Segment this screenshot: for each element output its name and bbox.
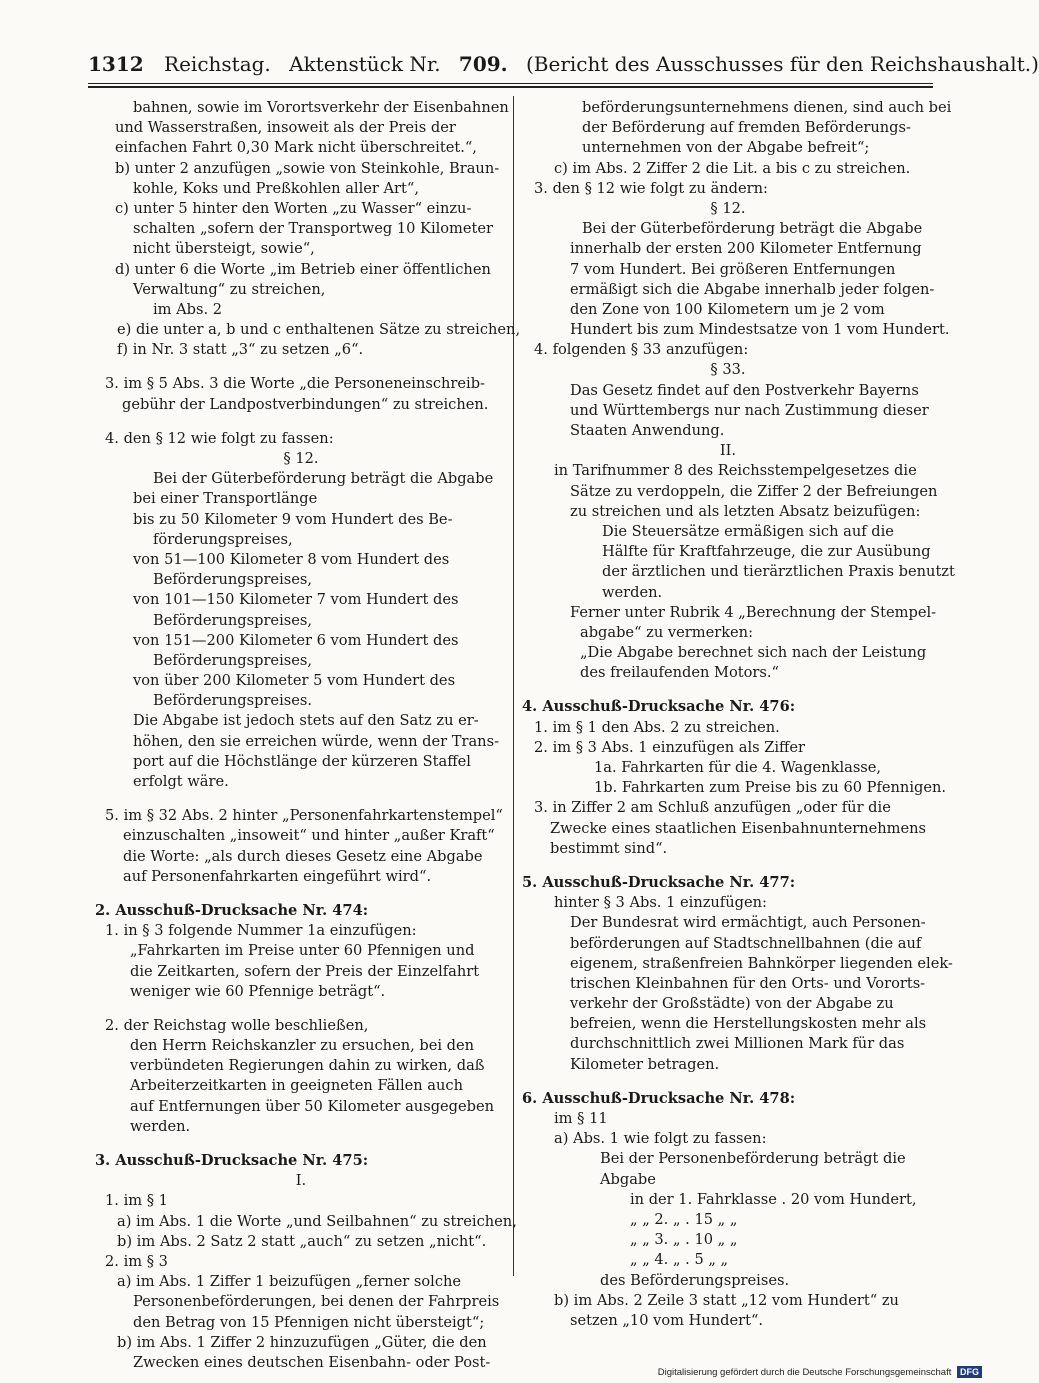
text-line: innerhalb der ersten 200 Kilometer Entfernung <box>570 240 922 258</box>
paragraph-spacer <box>95 887 507 901</box>
text-line: schalten „sofern der Transportweg 10 Kilometer <box>133 220 494 238</box>
text-line: beförderungsunternehmens dienen, sind auch bei <box>582 99 952 116</box>
text-line: Beförderungspreises, <box>153 611 312 629</box>
footer <box>658 1366 982 1380</box>
text-line: durchschnittlich zwei Millionen Mark für das <box>570 1035 905 1053</box>
text-line: setzen „10 vom Hundert“. <box>570 1311 764 1329</box>
text-line: 1. im § 1 <box>105 1192 168 1210</box>
text-line: II. <box>719 442 737 460</box>
paragraph-spacer <box>522 859 934 873</box>
text-line: Zwecken eines deutschen Eisenbahn- oder Post- <box>133 1353 491 1371</box>
text-line: Beförderungspreises, <box>153 571 312 589</box>
text-line: Arbeiterzeitkarten in geeigneten Fällen auch <box>130 1077 463 1095</box>
text-line: einzuschalten „insoweit“ und hinter „außer Kraft“ <box>123 827 495 845</box>
text-line: der ärztlichen und tierärztlichen Praxis benutzt <box>602 563 955 581</box>
text-line: 3. Ausschuß-Drucksache Nr. 475: <box>95 1152 369 1169</box>
text-line: 2. im § 3 Abs. 1 einzufügen als Ziffer <box>534 738 806 756</box>
text-line: Hälfte für Kraftfahrzeuge, die zur Ausübung <box>602 543 931 561</box>
text-line: 1. in § 3 folgende Nummer 1a einzufügen: <box>105 922 417 940</box>
text-line: hinter § 3 Abs. 1 einzufügen: <box>554 894 767 912</box>
text-line: die Worte: „als durch dieses Gesetz eine Abgabe <box>123 847 483 865</box>
text-line: werden. <box>602 583 663 601</box>
text-line: im § 11 <box>554 1110 608 1127</box>
text-line: von 51—100 Kilometer 8 vom Hundert des <box>133 550 450 568</box>
text-line: port auf die Höchstlänge der kürzeren Staffel <box>133 752 471 770</box>
paragraph-spacer <box>95 792 507 806</box>
text-line: 3. in Ziffer 2 am Schluß anzufügen „oder für die <box>534 799 891 817</box>
text-line: auf Entfernungen über 50 Kilometer ausgegeben <box>130 1097 495 1115</box>
text-line: e) die unter a, b und c enthaltenen Sätze zu streichen, <box>117 321 521 339</box>
text-line: höhen, den sie erreichen würde, wenn der Trans- <box>133 732 499 750</box>
text-line: 1a. Fahrkarten für die 4. Wagenklasse, <box>594 759 882 776</box>
left-column <box>95 98 521 1373</box>
text-line: Verwaltung“ zu streichen, <box>133 280 326 298</box>
text-line: befreien, wenn die Herstellungskosten mehr als <box>570 1015 927 1033</box>
page-number: 1312 <box>88 52 144 76</box>
text-line: trischen Kleinbahnen für den Orts- und Vororts- <box>570 974 926 992</box>
text-line: 7 vom Hundert. Bei größeren Entfernungen <box>570 260 896 278</box>
right-column <box>522 98 955 1331</box>
header-document: Aktenstück Nr. <box>289 52 441 76</box>
text-line: Die Abgabe ist jedoch stets auf den Satz zu er- <box>133 712 479 730</box>
text-line: „ „ 4. „ . 5 „ „ <box>630 1251 729 1269</box>
text-line: Beförderungspreises, <box>153 651 312 669</box>
text-line: gebühr der Landpostverbindungen“ zu streichen. <box>122 395 489 413</box>
text-line: 4. folgenden § 33 anzufügen: <box>534 341 749 359</box>
text-line: 2. der Reichstag wolle beschließen, <box>105 1016 369 1034</box>
text-line: in der 1. Fahrklasse . 20 vom Hundert, <box>630 1190 917 1208</box>
dfg-logo: DFG <box>957 1366 982 1378</box>
paragraph-spacer <box>95 415 507 429</box>
text-line: Das Gesetz findet auf den Postverkehr Bayerns <box>570 381 919 399</box>
text-line: 5. im § 32 Abs. 2 hinter „Personenfahrkartenstempel“ <box>105 807 503 825</box>
text-line: Hundert bis zum Mindestsatze von 1 vom Hundert. <box>570 321 950 339</box>
text-line: bestimmt sind“. <box>550 839 668 857</box>
text-line: des freilaufenden Motors.“ <box>580 664 779 682</box>
text-line: beförderungen auf Stadtschnellbahnen (die auf <box>570 934 922 952</box>
text-line: unternehmen von der Abgabe befreit“; <box>582 139 870 157</box>
text-line: c) unter 5 hinter den Worten „zu Wasser“ einzu- <box>115 199 472 217</box>
paragraph-spacer <box>95 1137 507 1151</box>
text-line: zu streichen und als letzten Absatz beizufügen: <box>570 502 921 520</box>
text-line: a) im Abs. 1 die Worte „und Seilbahnen“ zu streichen, <box>117 1212 517 1230</box>
text-line: Bei der Güterbeförderung beträgt die Abgabe <box>582 220 923 238</box>
text-line: den Zone von 100 Kilometern um je 2 vom <box>570 300 885 318</box>
text-line: 4. Ausschuß-Drucksache Nr. 476: <box>522 698 796 716</box>
text-line: 3. im § 5 Abs. 3 die Worte „die Personeneinschreib- <box>105 375 485 393</box>
text-line: kohle, Koks und Preßkohlen aller Art“, <box>133 179 419 197</box>
text-line: den Herrn Reichskanzler zu ersuchen, bei den <box>130 1037 475 1055</box>
text-line: Der Bundesrat wird ermächtigt, auch Personen- <box>570 914 926 932</box>
text-line: von 101—150 Kilometer 7 vom Hundert des <box>133 591 459 609</box>
text-line: Bei der Personenbeförderung beträgt die <box>600 1150 906 1168</box>
header-rule <box>88 83 933 84</box>
text-line: förderungspreises, <box>153 530 293 548</box>
footer-text: Digitalisierung gefördert durch die Deutsche Forschungsgemeinschaft <box>657 1367 952 1378</box>
text-line: § 12. <box>283 450 319 467</box>
text-line: Beförderungspreises. <box>153 692 312 710</box>
text-line: bis zu 50 Kilometer 9 vom Hundert des Be- <box>133 510 453 528</box>
text-line: § 33. <box>710 361 746 379</box>
text-line: a) im Abs. 1 Ziffer 1 beizufügen „ferner solche <box>117 1273 462 1291</box>
text-line: 2. im § 3 <box>105 1252 168 1270</box>
text-line: Die Steuersätze ermäßigen sich auf die <box>602 522 894 540</box>
text-line: der Beförderung auf fremden Beförderungs- <box>582 119 911 137</box>
text-line: bahnen, sowie im Vorortsverkehr der Eisenbahnen <box>133 99 509 116</box>
text-line: I. <box>295 1172 307 1190</box>
text-line: Bei der Güterbeförderung beträgt die Abgabe <box>153 470 494 488</box>
text-line: b) im Abs. 2 Satz 2 statt „auch“ zu setzen „nicht“. <box>117 1232 487 1250</box>
text-line: b) im Abs. 1 Ziffer 2 hinzuzufügen „Güter, die den <box>117 1333 487 1351</box>
text-line: von über 200 Kilometer 5 vom Hundert des <box>133 672 456 690</box>
header-subtitle: (Bericht des Ausschusses für den Reichshaushalt.) <box>526 52 1039 76</box>
text-line: abgabe“ zu vermerken: <box>580 623 753 641</box>
text-line: verkehr der Großstädte) von der Abgabe zu <box>570 995 894 1013</box>
text-line: „Die Abgabe berechnet sich nach der Leistung <box>580 644 927 662</box>
text-line: b) unter 2 anzufügen „sowie von Steinkohle, Braun- <box>115 159 500 177</box>
text-line: ermäßigt sich die Abgabe innerhalb jeder folgen- <box>570 280 935 298</box>
text-line: Personenbeförderungen, bei denen der Fahrpreis <box>133 1293 500 1311</box>
text-line: erfolgt wäre. <box>133 773 229 790</box>
text-line: 1. im § 1 den Abs. 2 zu streichen. <box>534 718 780 736</box>
text-line: 4. den § 12 wie folgt zu fassen: <box>105 429 334 447</box>
text-line: Sätze zu verdoppeln, die Ziffer 2 der Befreiungen <box>570 482 938 500</box>
header-body: Reichstag. <box>164 52 271 76</box>
paragraph-spacer <box>522 683 934 697</box>
text-line: in Tarifnummer 8 des Reichsstempelgesetzes die <box>554 462 917 480</box>
column-divider <box>513 96 514 1276</box>
paragraph-spacer <box>95 1002 507 1016</box>
text-line: c) im Abs. 2 Ziffer 2 die Lit. a bis c zu streichen. <box>554 159 911 177</box>
text-line: auf Personenfahrkarten eingeführt wird“. <box>123 867 432 885</box>
text-line: Staaten Anwendung. <box>570 422 725 439</box>
header-number: 709. <box>458 52 508 76</box>
text-line: 3. den § 12 wie folgt zu ändern: <box>534 179 768 197</box>
text-line: „ „ 2. „ . 15 „ „ <box>630 1210 738 1228</box>
text-line: werden. <box>130 1117 191 1135</box>
text-line: und Württembergs nur nach Zustimmung dieser <box>570 401 929 419</box>
text-line: die Zeitkarten, sofern der Preis der Einzelfahrt <box>130 962 480 980</box>
text-line: bei einer Transportlänge <box>133 490 318 508</box>
text-line: weniger wie 60 Pfennige beträgt“. <box>130 982 386 1000</box>
text-line: von 151—200 Kilometer 6 vom Hundert des <box>133 631 459 649</box>
text-line: 6. Ausschuß-Drucksache Nr. 478: <box>522 1089 796 1107</box>
page-header <box>88 50 1039 84</box>
text-line: b) im Abs. 2 Zeile 3 statt „12 vom Hundert“ zu <box>554 1291 899 1309</box>
text-line: § 12. <box>710 199 746 217</box>
text-line: verbündeten Regierungen dahin zu wirken, daß <box>130 1057 485 1075</box>
text-line: Kilometer betragen. <box>570 1055 720 1073</box>
text-line: und Wasserstraßen, insoweit als der Preis der <box>115 119 456 137</box>
text-line: d) unter 6 die Worte „im Betrieb einer öffentlichen <box>115 260 491 278</box>
text-line: 1b. Fahrkarten zum Preise bis zu 60 Pfennigen. <box>594 779 947 797</box>
text-line: f) in Nr. 3 statt „3“ zu setzen „6“. <box>117 341 364 359</box>
header-rule-thick <box>88 86 933 88</box>
text-line: den Betrag von 15 Pfennigen nicht übersteigt“; <box>133 1313 485 1331</box>
text-line: nicht übersteigt, sowie“, <box>133 240 315 258</box>
text-line: einfachen Fahrt 0,30 Mark nicht überschreitet.“, <box>115 139 477 157</box>
text-line: eigenem, straßenfreien Bahnkörper liegenden elek- <box>570 954 953 972</box>
text-line: im Abs. 2 <box>153 300 223 318</box>
text-line: „ „ 3. „ . 10 „ „ <box>630 1231 738 1249</box>
text-line: des Beförderungspreises. <box>600 1271 790 1289</box>
text-line: 5. Ausschuß-Drucksache Nr. 477: <box>522 873 796 891</box>
text-line: Abgabe <box>600 1170 656 1188</box>
text-line: „Fahrkarten im Preise unter 60 Pfennigen und <box>130 942 475 960</box>
paragraph-spacer <box>522 1075 934 1089</box>
text-line: Ferner unter Rubrik 4 „Berechnung der Stempel- <box>570 603 937 621</box>
text-line: a) Abs. 1 wie folgt zu fassen: <box>554 1130 767 1148</box>
text-line: 2. Ausschuß-Drucksache Nr. 474: <box>95 901 369 919</box>
text-line: Zwecke eines staatlichen Eisenbahnunternehmens <box>550 819 926 837</box>
paragraph-spacer <box>95 360 507 374</box>
